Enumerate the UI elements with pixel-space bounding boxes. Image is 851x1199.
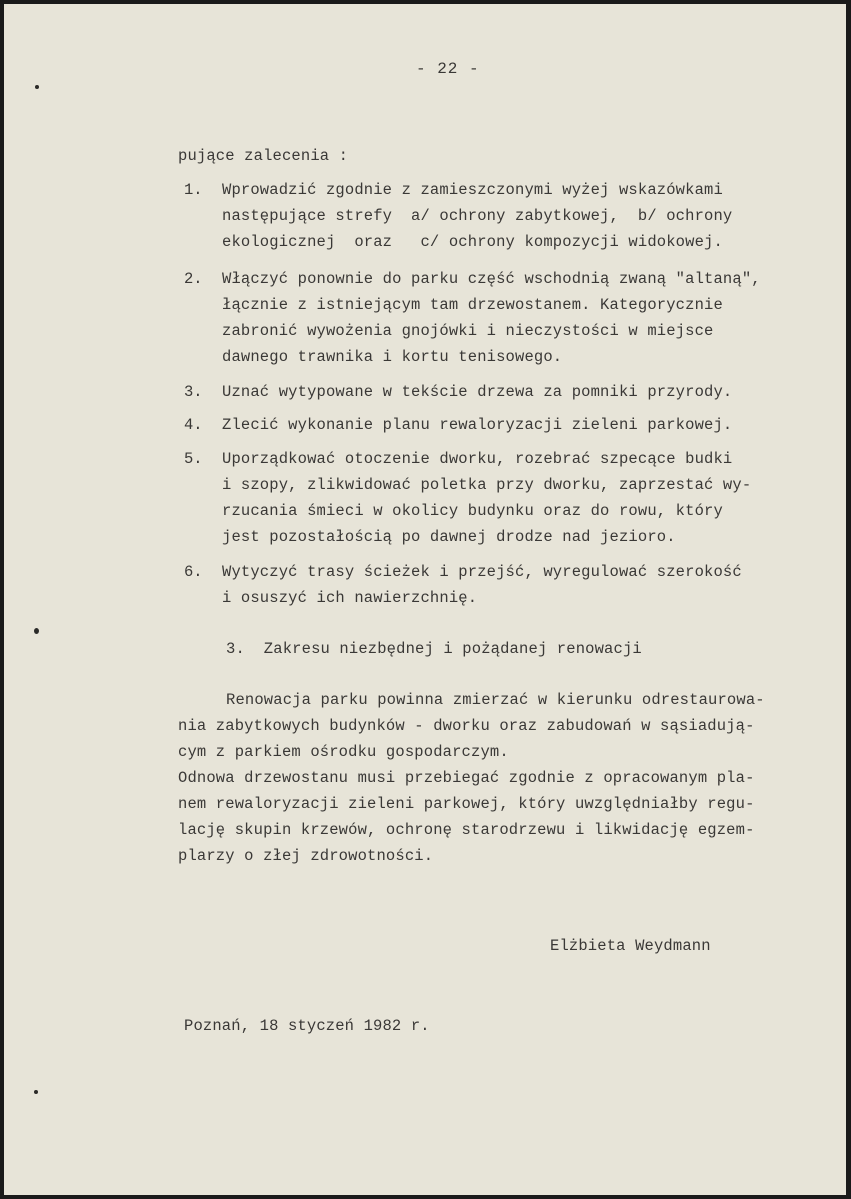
paragraph-line: nem rewaloryzacji zieleni parkowej, który uwzględniałby regu-	[178, 795, 755, 813]
list-item-line: Uznać wytypowane w tekście drzewa za pomniki przyrody.	[222, 383, 733, 401]
paragraph-line: cym z parkiem ośrodku gospodarczym.	[178, 743, 509, 761]
list-item-line: następujące strefy a/ ochrony zabytkowej, b/ ochrony	[222, 207, 733, 225]
list-item-number: 4.	[184, 416, 203, 434]
intro-line: pujące zalecenia :	[178, 147, 349, 165]
list-item-line: Wprowadzić zgodnie z zamieszczonymi wyżej wskazówkami	[222, 181, 723, 199]
place-date: Poznań, 18 styczeń 1982 r.	[184, 1017, 430, 1035]
section-heading: 3. Zakresu niezbędnej i pożądanej renowacji	[226, 640, 642, 658]
list-item-line: Uporządkować otoczenie dworku, rozebrać szpecące budki	[222, 450, 733, 468]
page-number: - 22 -	[416, 60, 480, 78]
list-item-line: Włączyć ponownie do parku część wschodnią zwaną "altaną",	[222, 270, 761, 288]
list-item-number: 6.	[184, 563, 203, 581]
list-item-number: 2.	[184, 270, 203, 288]
document-page	[4, 4, 846, 1195]
list-item-line: i szopy, zlikwidować poletka przy dworku, zaprzestać wy-	[222, 476, 752, 494]
paragraph-line: Odnowa drzewostanu musi przebiegać zgodnie z opracowanym pla-	[178, 769, 755, 787]
list-item-number: 5.	[184, 450, 203, 468]
paragraph-line: nia zabytkowych budynków - dworku oraz zabudowań w sąsiadują-	[178, 717, 755, 735]
list-item-line: rzucania śmieci w okolicy budynku oraz do rowu, który	[222, 502, 723, 520]
list-item-number: 3.	[184, 383, 203, 401]
punch-mark	[34, 1090, 38, 1094]
paragraph-line: plarzy o złej zdrowotności.	[178, 847, 434, 865]
punch-mark	[35, 85, 39, 89]
punch-mark	[34, 628, 39, 634]
list-item-line: zabronić wywożenia gnojówki i nieczystości w miejsce	[222, 322, 714, 340]
list-item-line: Wytyczyć trasy ścieżek i przejść, wyregulować szerokość	[222, 563, 742, 581]
list-item-line: ekologicznej oraz c/ ochrony kompozycji widokowej.	[222, 233, 723, 251]
list-item-line: i osuszyć ich nawierzchnię.	[222, 589, 478, 607]
author-name: Elżbieta Weydmann	[550, 937, 711, 955]
list-item-line: Zlecić wykonanie planu rewaloryzacji zieleni parkowej.	[222, 416, 733, 434]
paragraph-line: Renowacja parku powinna zmierzać w kierunku odrestaurowa-	[226, 691, 765, 709]
list-item-line: jest pozostałością po dawnej drodze nad jezioro.	[222, 528, 676, 546]
list-item-line: łącznie z istniejącym tam drzewostanem. Kategorycznie	[222, 296, 723, 314]
list-item-number: 1.	[184, 181, 203, 199]
paragraph-line: lację skupin krzewów, ochronę starodrzewu i likwidację egzem-	[178, 821, 755, 839]
list-item-line: dawnego trawnika i kortu tenisowego.	[222, 348, 563, 366]
